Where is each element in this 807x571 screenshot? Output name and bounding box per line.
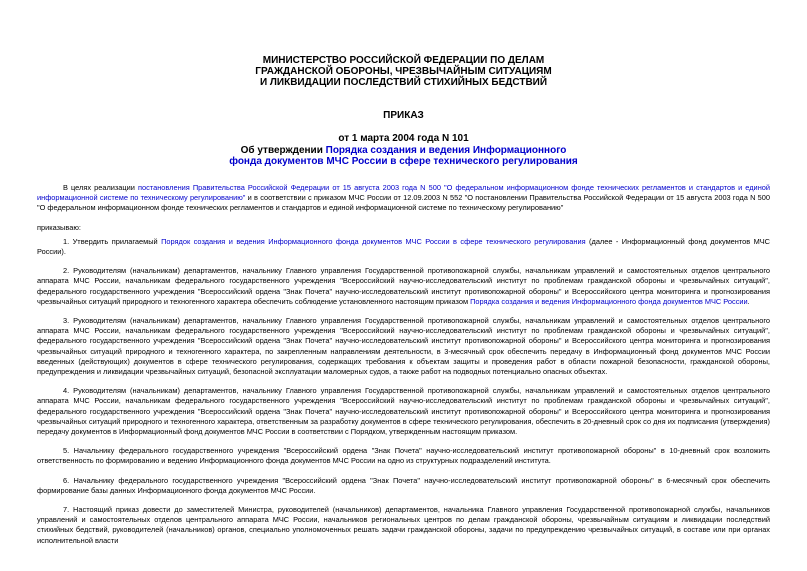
- title-link-part-2[interactable]: фонда документов МЧС России в сфере технического регулирования: [229, 156, 578, 167]
- document-header: [0, 55, 807, 144]
- ministry-name-line-1: МИНИСТЕРСТВО РОССИЙСКОЙ ФЕДЕРАЦИИ ПО ДЕЛАМ: [262, 55, 545, 66]
- intro-paragraph: [37, 183, 770, 214]
- title-prefix: Об утверждении: [240, 145, 326, 156]
- procedure-link-2[interactable]: Порядка создания и ведения Информационного фонда документов МЧС России: [470, 296, 748, 306]
- intro-text-1: В целях реализации: [63, 183, 138, 192]
- paragraph-1-text-1: 1. Утвердить прилагаемый: [63, 236, 162, 246]
- paragraph-5: 5. Начальнику федерального государственного учреждения "Всероссийский ордена "Знак Почета" научно-исследовательский институт противопожарной обороны" в 10-дневный срок возложить ответственность по формированию и ведению Информационного фонда документов МЧС России на одно из структурных подразделений института.: [37, 446, 770, 466]
- document-title-line-1: [0, 145, 807, 156]
- paragraph-1-text-2: (далее - Информационный фонд документов МЧС России).: [37, 236, 770, 257]
- paragraph-7: 7. Настоящий приказ довести до заместителей Министра, руководителей (начальников) департаментов, начальника Главного управления Государственной противопожарной службы, начальников управлений и самостоятельных отделов центрального аппарата МЧС России, начальников региональных центров по делам гражданской обороны, чрезвычайным ситуациям и ликвидации последствий стихийных бедствий, руководителей (начальников) органов, специально уполномоченных решать задачи гражданской обороны, задачи по предупреждению чрезвычайных ситуаций, в составе или при органах исполнительной власти: [37, 505, 770, 545]
- paragraph-2: [37, 266, 770, 307]
- orders-word: приказываю:: [37, 222, 81, 232]
- paragraph-2-text-1: 2. Руководителям (начальникам) департаментов, начальнику Главного управления Государственной противопожарной службы, начальникам управлений и самостоятельных отделов центрального аппарата МЧС России, начальникам федерального государственного учреждения "Всероссийский научно-исследовательский институт по проблемам гражданской обороны и чрезвычайных ситуаций", федерального государственного учреждения "Всероссийский ордена "Знак Почета" научно-исследовательский институт противопожарной обороны" и Всероссийского центра мониторинга и прогнозирования чрезвычайных ситуаций природного и техногенного характера обеспечить соблюдение установленного настоящим приказом: [37, 266, 770, 306]
- title-link-part-1[interactable]: Порядка создания и ведения Информационного: [325, 145, 567, 156]
- document-body: [37, 183, 770, 555]
- procedure-link[interactable]: Порядок создания и ведения Информационного фонда документов МЧС России в сфере технического регулирования: [161, 236, 586, 246]
- intro-decree-link[interactable]: постановления Правительства Российской Федерации от 15 августа 2003 года N 500 "О федеральном информационном фонде технических регламентов и стандартов и единой информационной системе по техническому регулированию": [37, 183, 771, 203]
- intro-text-2: и в соответствии с приказом МЧС России от 12.09.2003 N 552 "О постановлении Правительства Российской Федерации от 15 августа 2003 года N 500 "О федеральном информационном фонде технических регламентов и стандартов и единой информационной системе по техническому регулированию": [37, 193, 771, 213]
- ministry-name-line-3: И ЛИКВИДАЦИИ ПОСЛЕДСТВИЙ СТИХИЙНЫХ БЕДСТВИЙ: [259, 77, 548, 88]
- paragraph-2-text-2: .: [747, 296, 750, 306]
- paragraph-4: 4. Руководителям (начальникам) департаментов, начальнику Главного управления Государственной противопожарной службы, начальникам управлений и самостоятельных отделов центрального аппарата МЧС России, начальникам федерального государственного учреждения "Всероссийский научно-исследовательский институт по проблемам гражданской обороны и чрезвычайных ситуаций", федерального государственного учреждения "Всероссийский ордена "Знак Почета" научно-исследовательский институт противопожарной обороны" и Всероссийского центра мониторинга и прогнозирования чрезвычайных ситуаций природного и техногенного характера, ответственным за разработку документов в сфере технического регулирования, обеспечить в 20-дневный срок со дня их подписания (утверждения) передачу документов в Информационный фонд документов МЧС России в соответствии с Порядком, утвержденным настоящим приказом.: [37, 386, 770, 437]
- order-heading: ПРИКАЗ: [383, 110, 424, 121]
- document-title-line-2: [0, 156, 807, 167]
- paragraph-1: [37, 237, 770, 257]
- paragraph-6: 6. Начальнику федерального государственного учреждения "Всероссийский ордена "Знак Почета" научно-исследовательский институт противопожарной обороны" в 6-месячный срок обеспечить формирование базы данных Информационного фонда документов МЧС России.: [37, 475, 770, 495]
- ministry-name-line-2: ГРАЖДАНСКОЙ ОБОРОНЫ, ЧРЕЗВЫЧАЙНЫМ СИТУАЦИЯМ: [255, 66, 552, 77]
- paragraph-3: 3. Руководителям (начальникам) департаментов, начальнику Главного управления Государственной противопожарной службы, начальникам управлений и самостоятельных отделов центрального аппарата МЧС России, начальникам федерального государственного учреждения "Всероссийский научно-исследовательский институт по проблемам гражданской обороны и чрезвычайных ситуаций", федерального государственного учреждения "Всероссийский ордена "Знак Почета" научно-исследовательский институт противопожарной обороны" и Всероссийского центра мониторинга и прогнозирования чрезвычайных ситуаций природного и техногенного характера, по закрепленным направлениям деятельности, в 3-месячный срок обеспечить передачу в Информационный фонд документов МЧС России введенных (действующих) документов в сфере технического регулирования, содержащих требования к объектам защиты и проведения работ в области пожарной безопасности, гражданской обороны, предупреждения и ликвидации чрезвычайных ситуаций, безопасной эксплуатации маломерных судов, а также работ на подводных потенциально опасных объектах.: [37, 316, 770, 377]
- order-date: от 1 марта 2004 года N 101: [338, 133, 469, 144]
